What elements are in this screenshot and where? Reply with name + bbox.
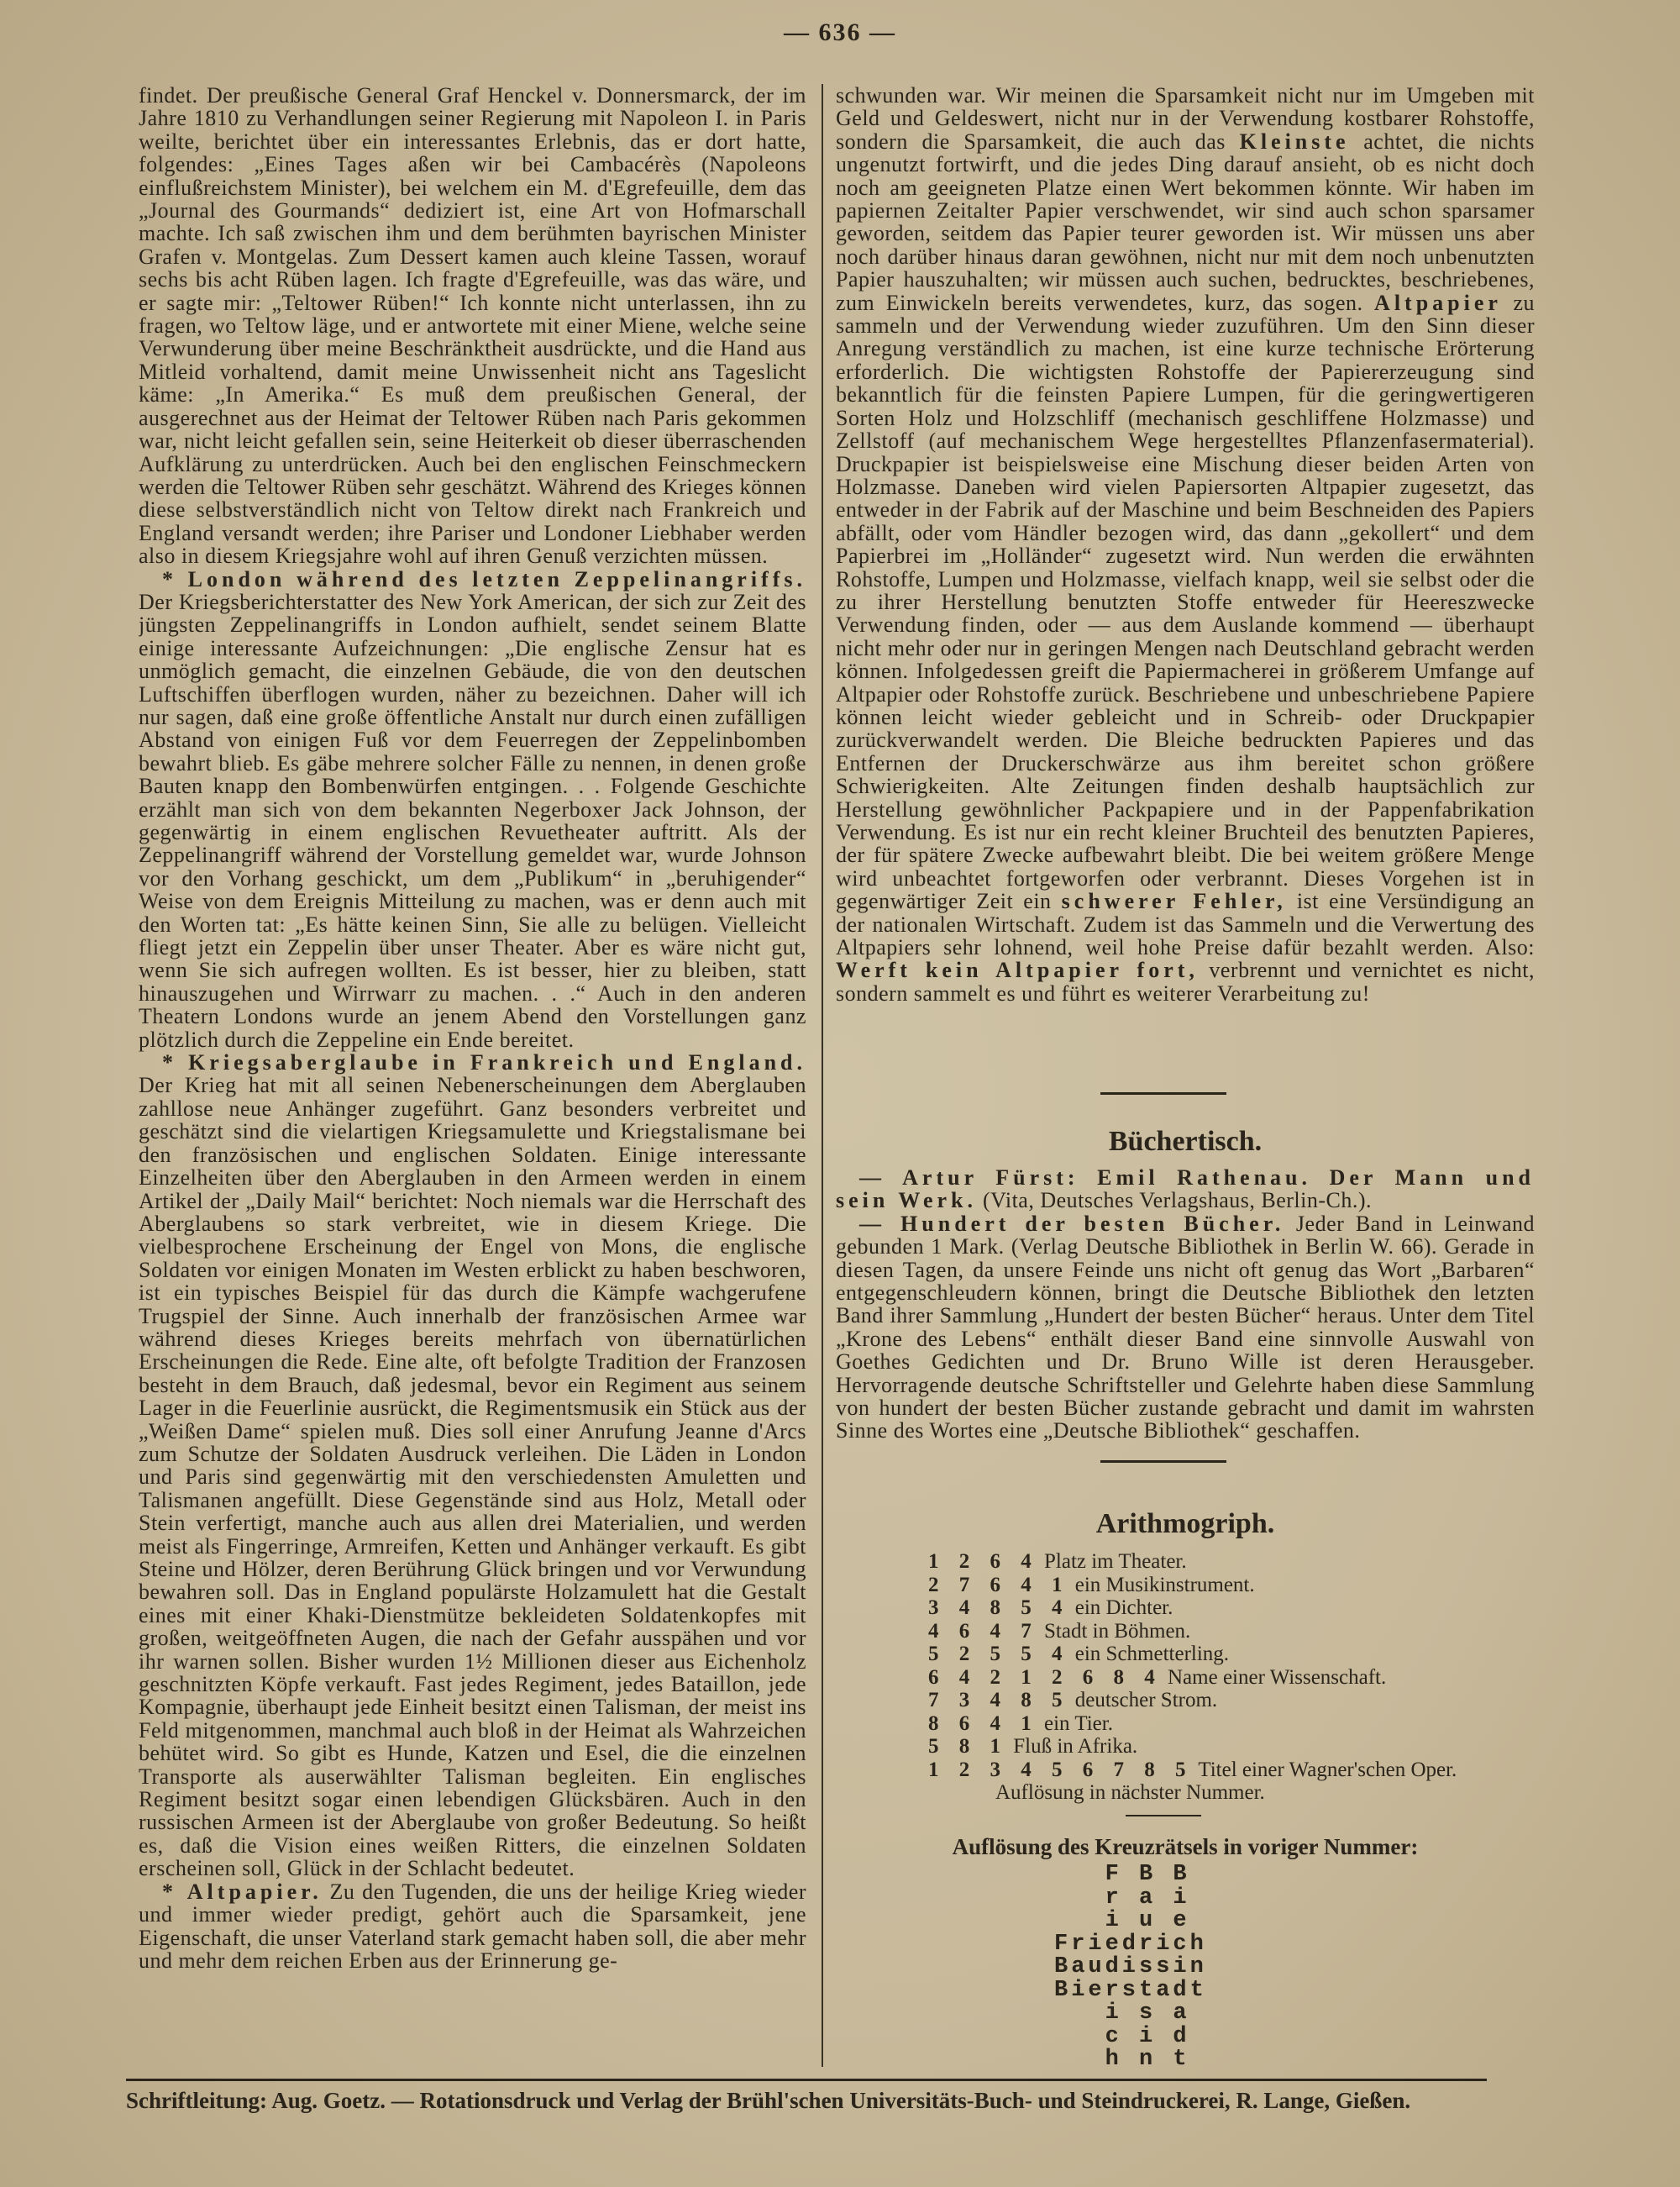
clue: Stadt in Böhmen. (1044, 1619, 1191, 1643)
crossword-row: i u e (1054, 1908, 1190, 1933)
number-sequence: 4 6 4 7 (928, 1619, 1039, 1643)
book-title: — Artur Fürst: Emil Rathenau. Der Mann und sein Werk. (836, 1165, 1535, 1213)
arithmogriph-row (928, 1759, 1457, 1782)
column-divider (822, 84, 823, 2067)
crossword-row: h n t (1054, 2047, 1190, 2072)
emphasis: Kleinste (1239, 129, 1350, 154)
arithmogriph-list (928, 1550, 1457, 1805)
book-entry (836, 1212, 1535, 1443)
section-rule (1126, 1815, 1201, 1816)
crossword-row: c i d (1054, 2023, 1190, 2049)
number-sequence: 5 2 5 5 4 (928, 1643, 1070, 1665)
arithmogriph-row (928, 1550, 1457, 1574)
buechertisch-heading: Büchertisch. (1108, 1126, 1263, 1157)
left-column (139, 84, 806, 2067)
page-number: — 636 — (784, 18, 896, 46)
text: achtet, die nichts ungenutzt fortwirft, und die jedes Ding darauf ansieht, ob es nicht doch noch am geeigneten Platze einen Wert bekommen könnte. Wir haben im papiernen Zeitalter Papier verschwendet, wir sind auch schon sparsamer geworden, seitdem das Papier teurer geworden ist. Wir müssen uns aber noch darüber hinaus daran gewöhnen, nicht nur mit dem noch unbenutzten Papier hauszuhalten; wir müssen auch suchen, bedrucktes, beschriebenes, zum Einwickeln bereits verwendetes, kurz, das sogen. (836, 129, 1535, 315)
emphasis: schwerer Fehler, (1061, 889, 1287, 914)
buechertisch-section (836, 1166, 1535, 1443)
book-text: Jeder Band in Leinwand gebunden 1 Mark. (Verlag Deutsche Bibliothek in Berlin W. 66). Gerade in diesen Tagen, da unsere Feinde uns nicht oft genug das Wort „Barbaren“ entgegenschleudern können, bringt die Deutsche Bibliothek den letzten Band ihrer Sammlung „Hundert der besten Bücher“ heraus. Unter dem Titel „Krone des Lebens“ enthält dieser Band eine sinnvolle Auswahl von Goethes Gedichten und Dr. Bruno Wille ist deren Herausgeber. Hervorragende deutsche Schriftsteller und Gelehrte haben diese Sammlung von hundert der besten Bücher zustande gebracht und damit im wahrsten Sinne des Wortes eine „Deutsche Bibliothek“ geschaffen. (836, 1211, 1535, 1443)
clue: Fluß in Afrika. (1013, 1735, 1138, 1758)
article-altpapier-continued (836, 84, 1535, 1088)
book-text: (Vita, Deutsches Verlagshaus, Berlin-Ch.). (982, 1188, 1373, 1213)
article-body: Der Kriegsberichterstatter des New York American, der sich zur Zeit des jüngsten Zeppelinangriffs in London aufhielt, sendet seinem Blatte einige interessante Aufzeichnungen: „Die englische Zensur hat es unmöglich gemacht, die einzelnen Gebäude, die von den deutschen Luftschiffen überflogen wurden, näher zu bezeichnen. Daher will ich nur sagen, daß eine große öffentliche Anstalt nur durch einen zufälligen Abstand von einigen Fuß vor dem Feuerregen der Zeppelinbomben bewahrt blieb. Es gäbe mehrere solcher Fälle zu nennen, in denen große Bauten knapp den Bombenwürfen entgingen. . . Folgende Geschichte erzählt man sich von dem bekannten Negerboxer Jack Johnson, der gegenwärtig in einem englischen Revuetheater auftritt. Als der Zeppelinangriff während der Vorstellung gemeldet war, wurde Johnson vor den Vorhang geschickt, um dem „Publikum“ in „beruhigender“ Weise von dem Ereignis Mitteilung zu machen, was er denn auch mit den Worten tat: „Es hätte keinen Sinn, Sie alle zu belügen. Vielleicht fliegt jetzt ein Zeppelin über unser Theater. Aber es wäre nicht gut, wenn Sie sich aufregen wollten. Es ist besser, hier zu bleiben, statt hinauszugehen und Wirrwarr zu machen. . .“ Auch in den anderen Theatern Londons wurde an jenem Abend den Vorstellungen ganz plötzlich durch die Zeppeline ein Ende bereitet. (139, 589, 806, 1052)
clue: Titel einer Wagner'schen Oper. (1198, 1758, 1457, 1781)
article-kriegsaberglaube (139, 1051, 806, 1880)
article-altpapier (139, 1880, 806, 1973)
clue: ein Tier. (1044, 1711, 1113, 1735)
article-title: * Altpapier. (162, 1879, 323, 1904)
number-sequence: 6 4 2 1 2 6 8 4 (928, 1665, 1163, 1689)
article-body: Der Krieg hat mit all seinen Nebenerscheinungen dem Aberglauben zahllose neue Anhänger zugeführt. Ganz besonders verbreitet und geschätzt sind die vielartigen Kriegsamulette und Kriegstalismane bei den französischen und englischen Soldaten. Einige interessante Einzelheiten über den Aberglauben in den Armeen werden in einem Artikel der „Daily Mail“ berichtet: Noch niemals war die Herrschaft des Aberglaubens so stark verbreitet, wie in diesem Kriege. Die vielbesprochene Erscheinung der Engel von Mons, die englische Soldaten vor einigen Monaten im Westen erblickt zu haben beschworen, ist ein typisches Beispiel für das durch die Kämpfe wachgerufene Trugspiel der Sinne. Auch innerhalb der französischen Armee war während dieses Krieges bereits mehrfach von übernatürlichen Erscheinungen die Rede. Eine alte, oft befolgte Tradition der Franzosen besteht in dem Brauch, daß jedesmal, bevor ein Regiment aus seinem Lager in die Feuerlinie ausrückt, die Regimentsmusik ein Stück aus der „Weißen Dame“ spielen muß. Dies soll einer Anrufung Jeanne d'Arcs zum Schutze der Soldaten Ausdruck verleihen. Die Läden in London und Paris sind gegenwärtig mit den verschiedensten Amuletten und Talismanen angefüllt. Diese Gegenstände sind aus Holz, Metall oder Stein verfertigt, manche auch aus allen drei Materialien, und werden meist als Fingerringe, Armreifen, Ketten und Anhänger verkauft. Es gibt Steine und Hölzer, deren Berührung Glück bringen und vor Verwundung bewahren soll. Das in England populärste Holzamulett hat die Gestalt eines mit einer Khaki-Dienstmütze bekleideten Soldatenkopfes mit großen, weitgeöffneten Augen, die nach der Gefahr ausspähen und vor ihr warnen sollen. Bisher wurden 1½ Millionen dieser aus Eichenholz geschnitzten Köpfe verkauft. Fast jedes Regiment, jedes Bataillon, jede Kompagnie, überhaupt jede Einheit besitzt einen Talisman, der meist ins Feld mitgenommen, manchmal auch bloß in der Heimat als Wahrzeichen behütet wird. So gibt es Hunde, Katzen und Esel, die die einzelnen Transporte als auserwählter Talisman begleiten. Ein englisches Regiment besitzt sogar einen lebendigen Glücksbären. Auch in den russischen Armeen ist der Aberglaube von großer Bedeutung. So heißt es, daß die Vision eines weißen Ritters, die einzelnen Soldaten erscheinen soll, Glück in der Schlacht bedeutet. (139, 1073, 806, 1881)
arithmogriph-row (928, 1596, 1457, 1620)
crossword-row: i s a (1054, 2000, 1190, 2026)
emphasis: Altpapier (1374, 290, 1502, 315)
book-title: — Hundert der besten Bücher. (859, 1211, 1285, 1236)
crossword-row: F B B (1054, 1862, 1190, 1887)
text: verbrennt und vernichtet es nicht, sondern sammelt es und führt es weiterer Verarbeitung zu! (836, 958, 1535, 1006)
number-sequence: 2 7 6 4 1 (928, 1573, 1070, 1596)
arithmogriph-row (928, 1666, 1457, 1690)
number-sequence: 8 6 4 1 (928, 1711, 1039, 1735)
clue: deutscher Strom. (1074, 1689, 1218, 1711)
arithmogriph-row (928, 1689, 1457, 1712)
number-sequence: 1 2 3 4 5 6 7 8 5 (928, 1758, 1194, 1781)
arithmogriph-row (928, 1712, 1457, 1736)
article-teltower-rueben: findet. Der preußische General Graf Henckel v. Donnersmarck, der im Jahre 1810 zu Verhandlungen seiner Regierung mit Napoleon I. in Paris weilte, berichtet über ein interessantes Erlebnis, das er dort hatte, folgendes: „Eines Tages aßen wir bei Cambacérès (Napoleons einflußreichstem Minister), bei welchem ein M. d'Egrefeuille, dem das „Journal des Gourmands“ dediziert ist, eine Art von Hofmarschall machte. Ich saß zwischen ihm und dem berühmten bayrischen Minister Grafen v. Montgelas. Zum Dessert kamen auch kleine Tassen, worauf sechs bis acht Rüben lagen. Ich fragte d'Egrefeuille, was das wäre, und er sagte mir: „Teltower Rüben!“ Ich konnte nicht unterlassen, ihn zu fragen, wo Teltow läge, und er antwortete mit einer Miene, welche seine Verwunderung über meine Beschränktheit ausdrückte, und die Hand aus Mitleid vorhaltend, damit meine Unwissenheit nicht ans Tageslicht käme: „In Amerika.“ Es muß dem preußischen General, der ausgerechnet aus der Heimat der Teltower Rüben nach Paris gekommen war, nicht leicht gefallen sein, seine Heiterkeit ob dieser überraschenden Aufklärung zu unterdrücken. Auch bei den englischen Feinschmeckern werden die Teltower Rüben sehr geschätzt. Während des Krieges können diese selbstverständlich nicht von Teltow direkt nach Frankreich und England versandt werden; ihre Pariser und Londoner Liebhaber werden also in diesem Kriegsjahre wohl auf ihren Genuß verzichten müssen. (139, 84, 806, 569)
clue: Name einer Wissenschaft. (1168, 1665, 1387, 1689)
article-london-zeppelin (139, 568, 806, 1052)
crossword-row: Baudissin (1054, 1954, 1207, 1979)
arithmogriph-heading: Arithmogriph. (1095, 1508, 1275, 1539)
article-title: * Kriegsaberglaube in Frankreich und England. (162, 1050, 806, 1075)
solution-note: Auflösung in nächster Nummer. (995, 1781, 1265, 1804)
arithmogriph-row (928, 1620, 1457, 1643)
number-sequence: 3 4 8 5 4 (928, 1596, 1070, 1619)
footer-imprint: Schriftleitung: Aug. Goetz. — Rotationsdruck und Verlag der Brühl'schen Universitäts-Buch- und Steindruckerei, R. Lange, Gießen. (126, 2079, 1487, 2114)
clue: ein Schmetterling. (1074, 1643, 1230, 1665)
section-rule (1100, 1460, 1226, 1463)
arithmogriph-row (928, 1643, 1457, 1666)
crossword-row: Friedrich (1054, 1931, 1207, 1957)
section-rule (1100, 1092, 1226, 1095)
number-sequence: 5 8 1 (928, 1735, 1008, 1758)
crossword-solution-grid (1054, 1864, 1207, 2072)
number-sequence: 1 2 6 4 (928, 1550, 1039, 1573)
text: schwunden war. Wir meinen die Sparsamkeit nicht nur im Umgeben mit Geld und Geldeswert, nicht nur in der Verwendung kostbarer Rohstoffe, sondern die Sparsamkeit, die auch das (836, 84, 1535, 154)
crossword-solution-heading: Auflösung des Kreuzrätsels in voriger Nummer: (952, 1834, 1419, 1859)
clue: Platz im Theater. (1044, 1550, 1187, 1573)
number-sequence: 7 3 4 8 5 (928, 1689, 1070, 1711)
crossword-row: Bierstadt (1054, 1977, 1207, 2003)
arithmogriph-row (928, 1735, 1457, 1759)
clue: ein Musikinstrument. (1074, 1573, 1255, 1596)
book-entry (836, 1166, 1535, 1212)
emphasis: Werft kein Altpapier fort, (836, 958, 1199, 983)
clue: ein Dichter. (1074, 1596, 1173, 1619)
article-title: * London während des letzten Zeppelinangriffs. (162, 566, 806, 591)
article-body: Zu den Tugenden, die uns der heilige Krieg wieder und immer wieder predigt, gehört auch die Sparsamkeit, jene Eigenschaft, die unser Vaterland stark gemacht haben soll, die aber mehr und mehr dem reichen Erben aus der Erinnerung ge- (139, 1879, 806, 1973)
text: zu sammeln und der Verwendung wieder zuzuführen. Um den Sinn dieser Anregung verständlich zu machen, ist eine kurze technische Erörterung erforderlich. Die wichtigsten Rohstoffe der Papiererzeugung sind bekanntlich für die feinsten Papiere Lumpen, für die geringwertigeren Sorten Holz und Holzschliff (mechanisch geschliffene Holzmasse) und Zellstoff (auf mechanischem Wege hergestelltes Pflanzenfasermaterial). Druckpapier ist beispielsweise eine Mischung dieser beiden Arten von Holzmasse. Daneben wird vielen Papiersorten Altpapier zugesetzt, das entweder in der Fabrik auf der Maschine und beim Beschneiden des Papiers abfällt, oder vom Händler bezogen wird, das dann „gekollert“ und dem Papierbrei im „Holländer“ zugesetzt wird. Nun werden die erwähnten Rohstoffe, Lumpen und Holzmasse, vielfach knapp, weil sie selbst oder die zu ihrer Herstellung benutzten Stoffe entweder für Heereszwecke Verwendung finden, oder — aus dem Auslande kommend — überhaupt nicht mehr oder nur in geringen Mengen nach Deutschland gebracht werden können. Infolgedessen greift die Papiermacherei in größerem Umfange auf Altpapier oder Rohstoffe zurück. Beschriebene und unbeschriebene Papiere können leicht wieder gebleicht und in Schreib- oder Druckpapier zurückverwandelt werden. Die Bleiche bedruckten Papieres und das Entfernen der Druckerschwärze aus ihm bereitet schon größere Schwierigkeiten. Alte Zeitungen finden deshalb hauptsächlich zur Herstellung gewöhnlicher Packpapiere und in der Pappenfabrikation Verwendung. Es ist nur ein recht kleiner Bruchteil des benutzten Papieres, der für spätere Zwecke aufbewahrt bleibt. Die bei weitem größere Menge wird unbeachtet fortgeworfen oder verbrannt. Dieses Vorgehen ist in gegenwärtiger Zeit ein (836, 290, 1535, 914)
crossword-row: r a i (1054, 1885, 1190, 1911)
arithmogriph-row (928, 1574, 1457, 1597)
text: ist eine Versündigung an der nationalen Wirtschaft. Zudem ist das Sammeln und die Verwertung des Altpapiers sehr lohnend, weil hohe Preise dafür bezahlt werden. Also: (836, 889, 1535, 960)
